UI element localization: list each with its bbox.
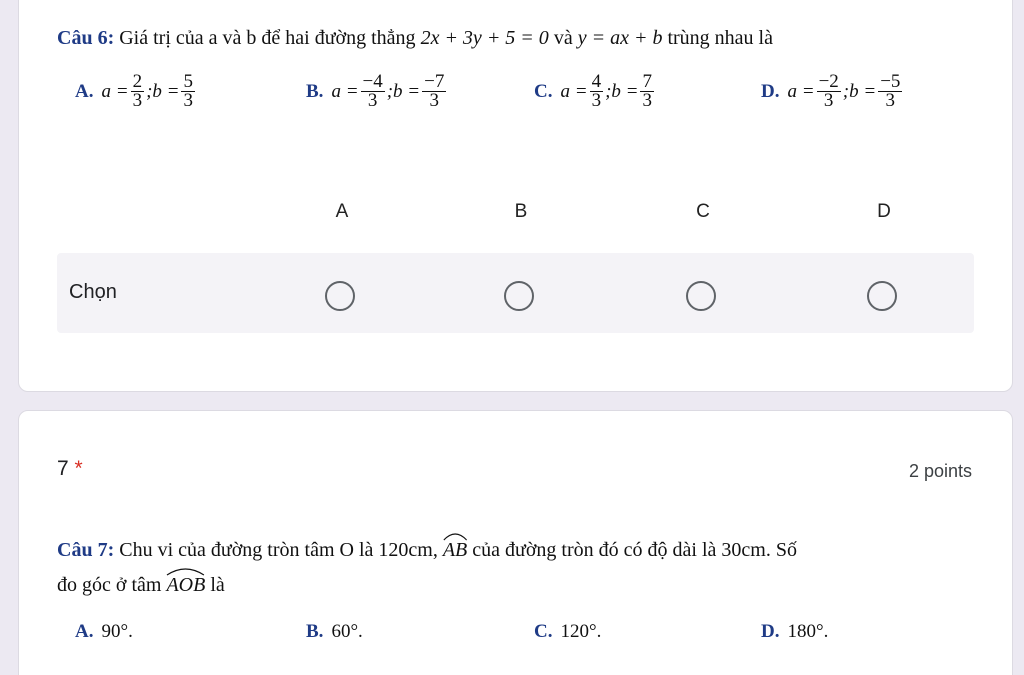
option-b-a-numerator: −4 xyxy=(362,71,383,92)
option-value: 120°. xyxy=(560,621,602,642)
question-7-line-1-pre: Chu vi của đường tròn tâm O là 120cm, xyxy=(114,539,443,561)
option-value: 180°. xyxy=(787,621,829,642)
question-6-text xyxy=(57,27,773,50)
radio-option-a[interactable] xyxy=(325,281,355,311)
question-7-card xyxy=(18,410,1013,675)
required-marker: * xyxy=(74,457,83,480)
option-b-a-denominator: 3 xyxy=(367,90,378,111)
question-7-option-c xyxy=(534,621,601,643)
question-7-option-d xyxy=(761,621,828,643)
question-6-label: Câu 6: xyxy=(57,27,115,49)
question-7-label: Câu 7: xyxy=(57,539,115,561)
option-d-a-numerator: −2 xyxy=(818,71,839,92)
option-a-a-denominator: 3 xyxy=(132,90,143,111)
option-d-b-denominator: 3 xyxy=(885,90,896,111)
grid-column-b: B xyxy=(514,201,528,222)
option-label: C. xyxy=(534,621,553,642)
grid-row-label: Chọn xyxy=(69,281,117,303)
question-7-points: 2 points xyxy=(908,461,972,481)
question-6-option-a: A. a = $\frac{2}{3}$ ;b = $\frac{5}{3}$ xyxy=(75,71,193,111)
grid-column-d: D xyxy=(877,201,891,222)
arc-ab xyxy=(443,539,467,562)
option-d-b-numerator: −5 xyxy=(880,71,901,92)
question-7-line-1 xyxy=(57,539,797,562)
arc-ab-label: AB xyxy=(442,539,468,561)
arc-aob xyxy=(166,574,205,597)
option-c-b-numerator: 7 xyxy=(642,71,652,92)
option-label: D. xyxy=(761,80,780,102)
radio-option-d[interactable] xyxy=(867,281,897,311)
option-label: C. xyxy=(534,80,553,102)
question-6-text-pre: Giá trị của a và b để hai đường thẳng xyxy=(114,27,421,49)
question-6-option-d: D. a = $\frac{-2}{3}$ ;b = $\frac{-5}{3}$ xyxy=(761,71,901,111)
question-6-text-mid: và xyxy=(548,27,578,49)
option-label: A. xyxy=(75,621,94,642)
question-7-option-a xyxy=(75,621,133,643)
option-c-a-denominator: 3 xyxy=(591,90,602,111)
option-a-b-denominator: 3 xyxy=(183,90,193,111)
question-6-equation-2: y = ax + b xyxy=(577,27,663,49)
question-7-option-b xyxy=(306,621,363,643)
question-7-number xyxy=(57,457,83,481)
option-b-b-numerator: −7 xyxy=(424,71,445,92)
arc-aob-label: AOB xyxy=(166,574,206,596)
option-a-a-numerator: 2 xyxy=(132,71,143,92)
question-6-card xyxy=(18,0,1013,392)
option-label: B. xyxy=(306,80,324,102)
option-c-a-numerator: 4 xyxy=(591,71,602,92)
option-c-b-denominator: 3 xyxy=(642,90,652,111)
question-6-option-c: C. a = $\frac{4}{3}$ ;b = $\frac{7}{3}$ xyxy=(534,71,652,111)
question-6-text-post: trùng nhau là xyxy=(662,27,773,49)
question-6-equation-1: 2x + 3y + 5 = 0 xyxy=(420,27,549,49)
option-label: D. xyxy=(761,621,780,642)
question-7-line-2-post: là xyxy=(205,574,225,596)
question-6-option-b: B. a = $\frac{-4}{3}$ ;b = $\frac{-7}{3}$ xyxy=(306,71,445,111)
option-a-b-numerator: 5 xyxy=(183,71,193,92)
question-7-line-2-pre: đo góc ở tâm xyxy=(57,574,167,596)
option-d-a-denominator: 3 xyxy=(823,90,834,111)
option-label: A. xyxy=(75,80,94,102)
radio-option-c[interactable] xyxy=(686,281,716,311)
option-value: 60°. xyxy=(331,621,363,642)
grid-column-a: A xyxy=(335,201,349,222)
option-value: 90°. xyxy=(101,621,133,642)
grid-column-c: C xyxy=(696,201,710,222)
question-7-line-2 xyxy=(57,574,225,597)
grid-row-chon xyxy=(57,253,974,333)
question-number: 7 xyxy=(57,457,69,480)
option-label: B. xyxy=(306,621,324,642)
question-7-line-1-post: của đường tròn đó có độ dài là 30cm. Số xyxy=(467,539,797,561)
option-b-b-denominator: 3 xyxy=(429,90,439,111)
radio-option-b[interactable] xyxy=(504,281,534,311)
